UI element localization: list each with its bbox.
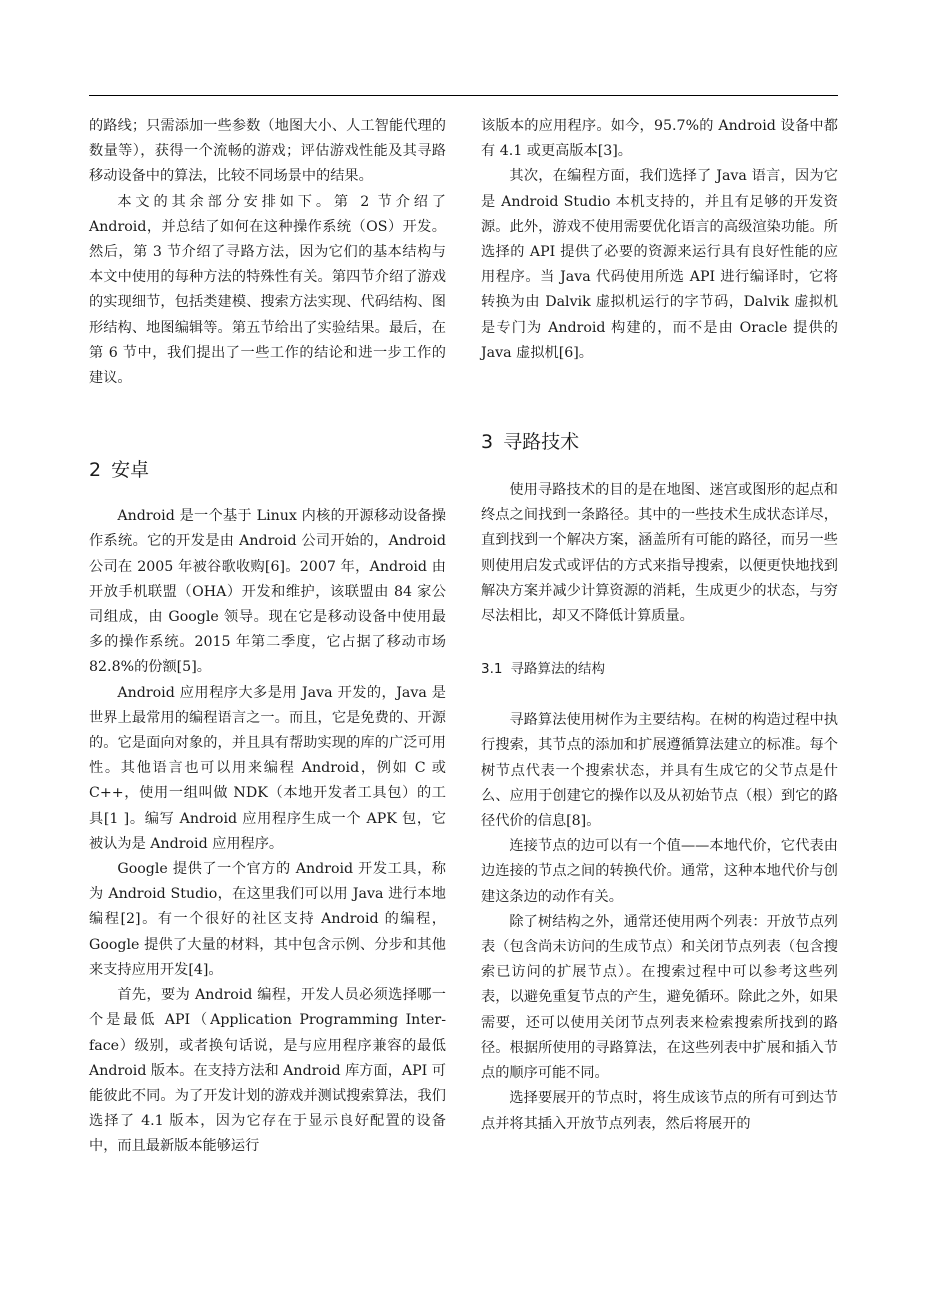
android-paragraph-1: Android 是一个基于 Linux 内核的开源移动设备操作系统。它的开发是由 Android 公司开始的，Android 公司在 2005 年被谷歌收购[6]。2007 年，Android 由开放手机联盟（OHA）开发和维护，该联盟由 84 家公司组成，由 Google 领导。现在它是移动设备中使用最多的操作系统。2015 年第二季度，它占据了移动市场 82.8%的份额[5]。: [89, 508, 446, 676]
section-3-number: 3: [481, 431, 494, 454]
section-2-number: 2: [89, 459, 102, 482]
intro-continuation: 的路线；只需添加一些参数（地图大小、人工智能代理的数量等），获得一个流畅的游戏；评估游戏性能及其寻路移动设备中的算法，比较不同场景中的结果。: [89, 118, 446, 185]
right-column: [481, 114, 838, 1137]
android-paragraph-2: Android 应用程序大多是用 Java 开发的，Java 是世界上最常用的编程语言之一。而且，它是免费的、开源的。它是面向对象的，并且具有帮助实现的库的广泛可用性。其他语言也可以用来编程 Android，例如 C 或 C++，使用一组叫做 NDK（本地开发者工具包）的工具[1 ]。编写 Android 应用程序生成一个 APK 包，它被认为是 Android 应用程序。: [89, 684, 446, 852]
version-continuation: 该版本的应用程序。如今，95.7%的 Android 设备中都有 4.1 或更高版本[3]。: [481, 118, 838, 160]
left-column: [89, 114, 446, 1160]
section-3-title: 寻路技术: [503, 431, 580, 454]
android-paragraph-3: Google 提供了一个官方的 Android 开发工具，称为 Android Studio，在这里我们可以用 Java 进行本地编程[2]。有一个很好的社区支持 Android 的编程，Google 提供了大量的材料，其中包含示例、分步和其他来支持应用开发[4]。: [89, 861, 446, 978]
header-rule: [89, 95, 838, 96]
structure-paragraph-2: 连接节点的边可以有一个值——本地代价，它代表由边连接的节点之间的转换代价。通常，这种本地代价与创建这条边的动作有关。: [481, 838, 838, 905]
java-paragraph: 其次，在编程方面，我们选择了 Java 语言，因为它是 Android Studio 本机支持的，并且有足够的开发资源。此外，游戏不使用需要优化语言的高级渲染功能。所选择的 API 提供了必要的资源来运行具有良好性能的应用程序。当 Java 代码使用所选 API 进行编译时，它将转换为由 Dalvik 虚拟机运行的字节码，Dalvik 虚拟机是专门为 Android 构建的，而不是由 Oracle 提供的 Java 虚拟机[6]。: [481, 168, 838, 361]
section-2-heading: [89, 457, 446, 483]
subsection-3-1-heading: [481, 657, 838, 681]
section-2-title: 安卓: [111, 459, 150, 482]
outline-paragraph: 本文的其余部分安排如下。第 2 节介绍了 Android，并总结了如何在这种操作系统（OS）开发。然后，第 3 节介绍了寻路方法，因为它们的基本结构与本文中使用的每种方法的特殊性有关。第四节介绍了游戏的实现细节，包括类建模、搜索方法实现、代码结构、图形结构、地图编辑等。第五节给出了实验结果。最后，在第 6 节中，我们提出了一些工作的结论和进一步工作的建议。: [89, 193, 446, 387]
subsection-3-1-title: 寻路算法的结构: [510, 661, 605, 678]
subsection-3-1-number: 3.1: [481, 661, 503, 678]
pathfinding-intro: 使用寻路技术的目的是在地图、迷宫或图形的起点和终点之间找到一条路径。其中的一些技术生成状态详尽，直到找到一个解决方案，涵盖所有可能的路径，而另一些则使用启发式或评估的方式来指导搜索，以便更快地找到解决方案并减少计算资源的消耗，生成更少的状态，与穷尽法相比，却又不降低计算质量。: [481, 482, 838, 625]
structure-paragraph-1: 寻路算法使用树作为主要结构。在树的构造过程中执行搜索，其节点的添加和扩展遵循算法建立的标准。每个树节点代表一个搜索状态，并具有生成它的父节点是什么、应用于创建它的操作以及从初始节点（根）到它的路径代价的信息[8]。: [481, 712, 838, 830]
structure-paragraph-4: 选择要展开的节点时，将生成该节点的所有可到达节点并将其插入开放节点列表，然后将展开的: [481, 1090, 838, 1132]
structure-paragraph-3: 除了树结构之外，通常还使用两个列表：开放节点列表（包含尚未访问的生成节点）和关闭节点列表（包含搜索已访问的扩展节点）。在搜索过程中可以参考这些列表，以避免重复节点的产生，避免循环。除此之外，如果需要，还可以使用关闭节点列表来检索搜索所找到的路径。根据所使用的寻路算法，在这些列表中扩展和插入节点的顺序可能不同。: [481, 913, 838, 1082]
section-3-heading: [481, 429, 838, 455]
android-paragraph-4: 首先，要为 Android 编程，开发人员必须选择哪一个是最低 API（Application Programming Inter-face）级别，或者换句话说，是与应用程序兼容的最低 Android 版本。在支持方法和 Android 库方面，API 可能彼此不同。为了开发计划的游戏并测试搜索算法，我们选择了 4.1 版本，因为它存在于显示良好配置的设备中，而且最新版本能够运行: [89, 987, 446, 1155]
